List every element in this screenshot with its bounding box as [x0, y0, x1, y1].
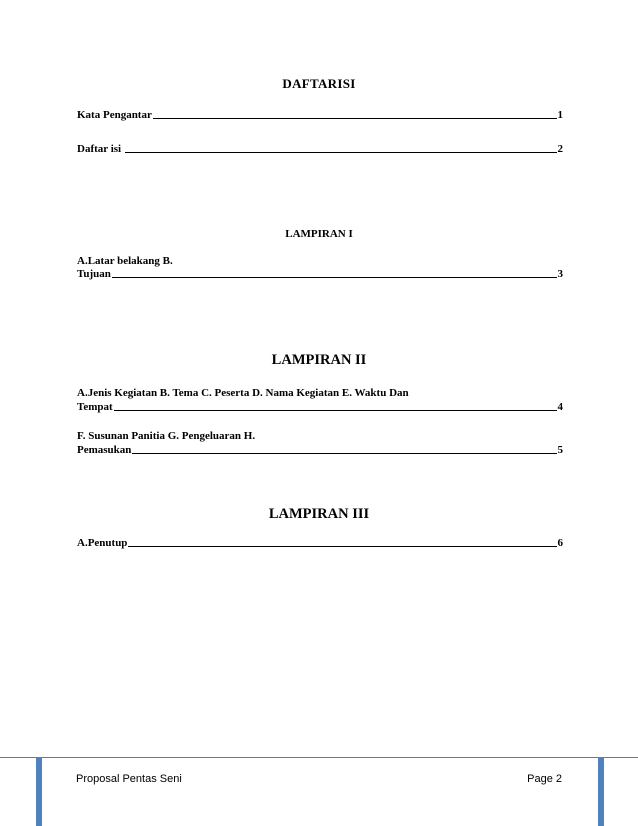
toc-entry-title: A.Penutup: [77, 537, 128, 549]
toc-entry-page: 1: [557, 109, 563, 121]
footer-left-accent-bar: [36, 758, 42, 826]
toc-entry-title: Daftar isi: [77, 143, 124, 155]
lampiran-2-pre-line-1: A.Jenis Kegiatan B. Tema C. Peserta D. Nama Kegiatan E. Waktu Dan: [77, 387, 409, 399]
toc-entry-page: 5: [557, 444, 563, 456]
toc-entry-page: 3: [557, 268, 563, 280]
lampiran-2-heading: LAMPIRAN II: [271, 352, 367, 368]
footer-document-title: Proposal Pentas Seni: [76, 773, 182, 785]
footer-page-number: Page 2: [527, 773, 562, 785]
toc-entry-kata-pengantar: [77, 109, 563, 121]
toc-entry-title: Tempat: [77, 401, 113, 413]
toc-entry-title: Pemasukan: [77, 444, 132, 456]
toc-leader-line: [112, 276, 557, 278]
toc-leader-line: [128, 545, 556, 547]
toc-entry-daftar-isi: [77, 143, 563, 155]
lampiran-1-heading: LAMPIRAN I: [285, 228, 353, 240]
toc-entry-tujuan: [77, 268, 563, 280]
toc-title: DAFTARISI: [282, 76, 356, 91]
toc-entry-page: 4: [557, 401, 563, 413]
toc-leader-line: [153, 117, 557, 119]
lampiran-3-heading: LAMPIRAN III: [268, 506, 370, 522]
lampiran-2-pre-line-2: F. Susunan Panitia G. Pengeluaran H.: [77, 430, 256, 442]
toc-entry-tempat: [77, 401, 563, 413]
toc-entry-pemasukan: [77, 444, 563, 456]
toc-leader-line: [125, 151, 557, 153]
toc-entry-penutup: [77, 537, 563, 549]
toc-entry-title: Kata Pengantar: [77, 109, 152, 121]
toc-leader-line: [114, 409, 557, 411]
toc-leader-line: [132, 452, 556, 454]
footer-right-accent-bar: [598, 758, 604, 826]
toc-entry-page: 6: [557, 537, 563, 549]
lampiran-1-pre-line: A.Latar belakang B.: [77, 255, 173, 267]
toc-entry-title: Tujuan: [77, 268, 111, 280]
toc-entry-page: 2: [557, 143, 563, 155]
footer-divider: [0, 757, 638, 758]
